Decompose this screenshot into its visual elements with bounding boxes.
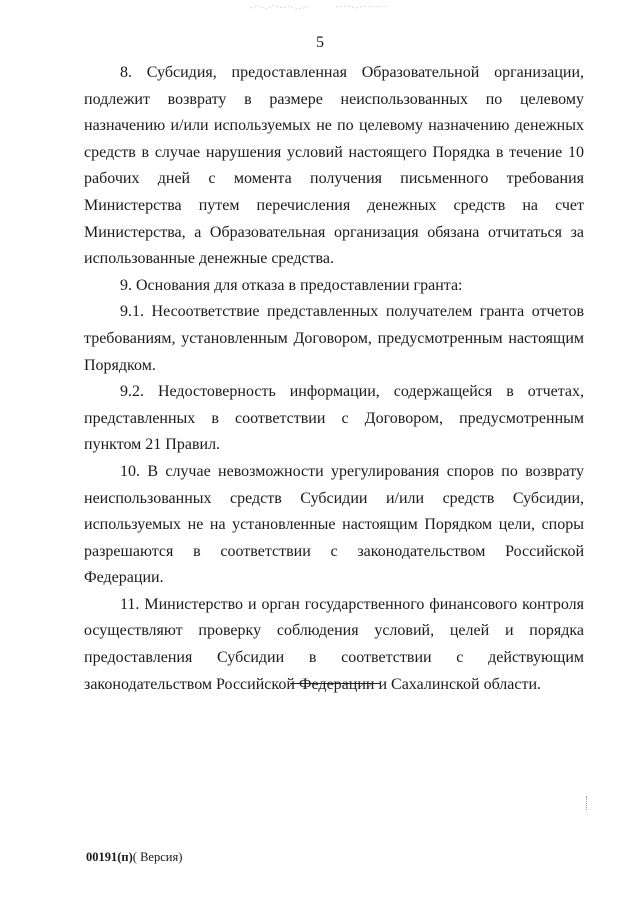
paragraph-9-1: 9.1. Несоответствие представленных получателем гранта отчетов требованиям, установленным Договором, предусмотренным настоящим Порядком.	[84, 303, 584, 374]
paragraph-9-2: 9.2. Недостоверность информации, содержащейся в отчетах, представленных в соответствии с Договором, предусмотренным пунктом 21 Правил.	[84, 383, 584, 454]
document-body	[84, 60, 584, 698]
footer	[86, 850, 182, 865]
margin-dots	[586, 796, 589, 810]
paragraph-10: 10. В случае невозможности урегулирования споров по возврату неиспользованных средств Субсидии и/или средств Субсидии, используемых не на установленные настоящим Порядком цели, споры разрешаются в соответствии с законодательством Российской Федерации.	[84, 462, 584, 587]
paragraph-9: 9. Основания для отказа в предоставлении гранта:	[120, 276, 463, 294]
paragraph-8: 8. Субсидия, предоставленная Образовательной организации, подлежит возврату в размере неиспользованных по целевому назначению и/или используемых не по целевому назначению денежных средств в случае нарушения условий настоящего Порядка в течение 10 рабочих дней с момента получения письменного требования Министерства путем перечисления денежных средств на счет Министерства, а Образовательная организация обязана отчитаться за использованные денежные средства.	[84, 64, 584, 268]
document-code: 00191(п)	[86, 850, 133, 864]
paragraph-11: 11. Министерство и орган государственного финансового контроля осуществляют проверку соблюдения условий, целей и порядка предоставления Субсидии в соответствии с действующим законодательством Российской Федерации и Сахалинской области.	[84, 595, 584, 693]
scan-noise-mark	[248, 2, 310, 12]
document-version: ( Версия)	[132, 850, 183, 864]
closing-separator-line	[290, 683, 380, 684]
scan-noise-mark	[334, 2, 390, 12]
page-number: 5	[316, 34, 324, 51]
